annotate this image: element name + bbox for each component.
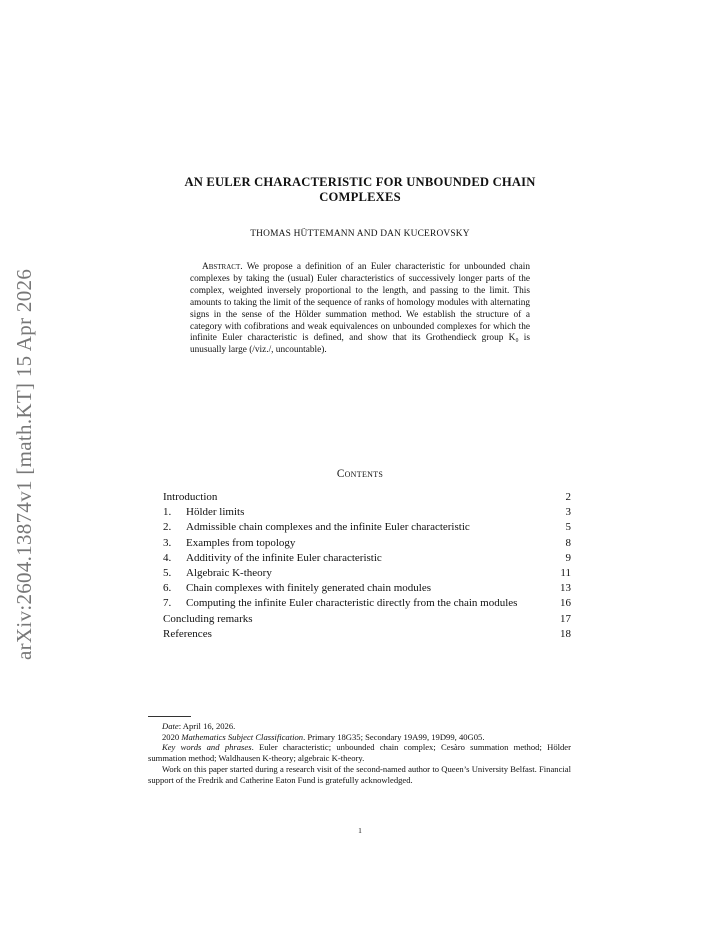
footnotes bbox=[148, 721, 571, 785]
msc-label: Mathematics Subject Classification bbox=[181, 731, 304, 742]
contents-heading: Contents bbox=[336, 468, 384, 480]
keywords-label: Key words and phrases bbox=[162, 742, 252, 753]
toc-entry[interactable] bbox=[163, 520, 571, 535]
toc-entry-page: 8 bbox=[565, 536, 571, 549]
msc-prefix: 2020 bbox=[162, 731, 182, 742]
toc-entry-page: 13 bbox=[560, 582, 571, 595]
footnote-date bbox=[148, 721, 571, 732]
toc-entry[interactable] bbox=[163, 566, 571, 581]
date-label: Date bbox=[162, 721, 179, 731]
toc-entry-title: Chain complexes with finitely generated chain modules bbox=[186, 582, 431, 595]
page-number: 1 bbox=[358, 826, 362, 835]
title-line-2: COMPLEXES bbox=[319, 190, 401, 204]
footnote-acknowledgement: Work on this paper started during a research visit of the second-named author to Queen’s University Belfast. Financial support of the Fredrik and Catherine Eaton Fund is gratefully acknowledged. bbox=[148, 763, 571, 785]
footnote-keywords bbox=[148, 742, 571, 763]
toc-entry[interactable] bbox=[163, 627, 571, 642]
toc-entry-number: 7. bbox=[163, 597, 172, 610]
toc-entry[interactable] bbox=[163, 490, 571, 505]
toc-entry-title: Computing the infinite Euler characteristic directly from the chain modules bbox=[186, 597, 518, 610]
toc-entry-page: 18 bbox=[560, 627, 571, 640]
toc-entry-page: 3 bbox=[565, 506, 571, 519]
abstract bbox=[190, 262, 530, 357]
paper-title bbox=[140, 175, 580, 205]
toc-entry-number: 5. bbox=[163, 567, 172, 580]
toc-entry-title: Additivity of the infinite Euler characteristic bbox=[186, 551, 382, 564]
footnote-msc bbox=[148, 732, 571, 743]
toc-entry[interactable] bbox=[163, 551, 571, 566]
toc-entry-page: 5 bbox=[565, 521, 571, 534]
date-value: : April 16, 2026. bbox=[178, 721, 236, 731]
footnote-rule bbox=[148, 716, 191, 717]
toc-entry-title: Examples from topology bbox=[186, 536, 296, 549]
table-of-contents bbox=[163, 490, 571, 642]
toc-entry-number: 3. bbox=[163, 536, 172, 549]
abstract-label: Abstract. bbox=[202, 262, 243, 272]
toc-entry[interactable] bbox=[163, 612, 571, 627]
toc-entry-page: 16 bbox=[560, 597, 571, 610]
toc-entry-page: 11 bbox=[560, 567, 571, 580]
toc-entry-page: 17 bbox=[560, 612, 571, 625]
msc-value: . Primary 18G35; Secondary 19A99, 19D99, 40G05. bbox=[303, 731, 485, 742]
toc-entry[interactable] bbox=[163, 581, 571, 596]
toc-entry-number: 6. bbox=[163, 582, 172, 595]
toc-entry-number: 1. bbox=[163, 506, 172, 519]
toc-entry-page: 9 bbox=[565, 551, 571, 564]
paper-authors: THOMAS HÜTTEMANN AND DAN KUCEROVSKY bbox=[250, 229, 470, 239]
toc-entry-title: Admissible chain complexes and the infinite Euler characteristic bbox=[186, 521, 470, 534]
toc-entry-title: Algebraic K-theory bbox=[186, 567, 272, 580]
toc-entry[interactable] bbox=[163, 536, 571, 551]
keywords-value: . Euler characteristic; unbounded chain complex; Cesàro summation method; Hölder summation method; Waldhausen K-theory; algebraic K-theory. bbox=[148, 742, 571, 764]
toc-entry-page: 2 bbox=[565, 491, 571, 503]
toc-entry[interactable] bbox=[163, 505, 571, 520]
toc-entry-title: References bbox=[163, 627, 212, 640]
abstract-text: We propose a definition of an Euler characteristic for unbounded chain complexes by taking the (usual) Euler characteristics of successively longer parts of the complex, weighted inversely proportional to the length, and passing to the limit. This amounts to taking the limit of the sequence of ranks of homology modules with alternating signs in the sense of the Hölder summation method. We establish the structure of a category with cofibrations and weak equivalences on unbounded complexes for which the infinite Euler characteristic is defined, and show that its Grothendieck group K₀ is unusually large (/viz./, uncountable). bbox=[190, 262, 530, 356]
toc-entry-number: 4. bbox=[163, 551, 172, 564]
toc-entry-title: Introduction bbox=[163, 491, 218, 503]
toc-entry-title: Hölder limits bbox=[186, 506, 245, 519]
toc-entry-number: 2. bbox=[163, 521, 172, 534]
toc-entry-title: Concluding remarks bbox=[163, 612, 253, 625]
toc-entry[interactable] bbox=[163, 596, 571, 611]
title-line-1: AN EULER CHARACTERISTIC FOR UNBOUNDED CHAIN bbox=[184, 175, 536, 189]
arxiv-identifier-stamp: arXiv:2604.13874v1 [math.KT] 15 Apr 2026 bbox=[12, 268, 36, 660]
